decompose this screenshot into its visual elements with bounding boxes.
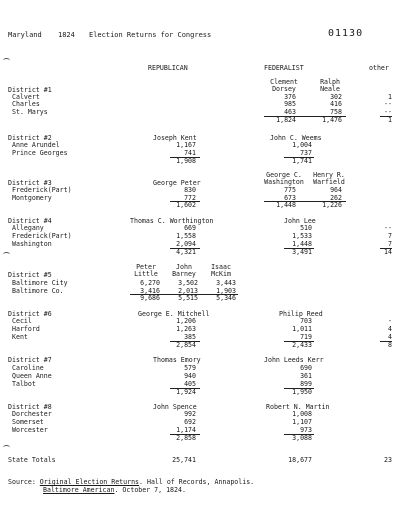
d2-county: Prince Georges [12, 149, 68, 157]
header-title: Election Returns for Congress [89, 31, 212, 39]
d1-county: Calvert [12, 93, 40, 101]
d2-federalist-candidate: John C. Weems [270, 134, 322, 142]
d7-federalist-candidate: John Leeds Kerr [264, 356, 324, 364]
d6-other-votes: 4 [388, 325, 392, 333]
d1-neale-votes: 416 [330, 100, 342, 108]
d1-county: St. Marys [12, 108, 48, 116]
d1-neale-total: 1,476 [322, 116, 342, 124]
d3-county: Montgomery [12, 194, 52, 202]
punch-mark-middle [3, 252, 10, 257]
d5-county: Baltimore Co. [12, 287, 64, 295]
state-totals-label: State Totals [8, 456, 56, 464]
d3-washington-votes: 775 [284, 186, 296, 194]
d3-republican-candidate: George Peter [153, 179, 201, 187]
d3-republican-votes: 772 [184, 194, 196, 202]
district-8-title: District #8 [8, 403, 52, 411]
d1-county: Charles [12, 100, 40, 108]
d5-candidate-barney-last: Barney [172, 270, 196, 278]
d8-federalist-votes: 1,107 [292, 418, 312, 426]
d4-federalist-votes: 1,533 [292, 232, 312, 240]
d3-washington-votes: 673 [284, 194, 296, 202]
d3-republican-votes: 830 [184, 186, 196, 194]
d1-other-votes: 1 [388, 93, 392, 101]
d6-county: Harford [12, 325, 40, 333]
d8-federalist-total: 3,088 [292, 434, 312, 442]
d8-federalist-candidate: Robert N. Martin [266, 403, 330, 411]
d1-dorsey-votes: 985 [284, 100, 296, 108]
d4-federalist-votes: 1,448 [292, 240, 312, 248]
source-line-1 [8, 479, 254, 486]
d6-republican-votes: 385 [184, 333, 196, 341]
d1-candidate-dorsey-first: Clement [270, 78, 298, 86]
d5-little-votes: 3,416 [140, 287, 160, 295]
d5-candidate-mckim-last: McKim [211, 270, 231, 278]
d3-candidate-washington-last: Washington [264, 178, 304, 186]
d6-other-total: 8 [388, 341, 392, 349]
d8-republican-votes: 992 [184, 410, 196, 418]
d6-county: Kent [12, 333, 28, 341]
punch-mark-top [3, 58, 10, 63]
d5-little-votes: 6,270 [140, 279, 160, 287]
header-state: Maryland [8, 31, 42, 39]
d6-county: Cecil [12, 317, 32, 325]
d4-federalist-total: 3,491 [292, 248, 312, 256]
state-total-republican: 25,741 [172, 456, 196, 464]
source-date: . October 7, 1824. [114, 486, 186, 494]
d8-republican-candidate: John Spence [153, 403, 197, 411]
d4-other-votes: 7 [388, 232, 392, 240]
d6-republican-total: 2,854 [176, 341, 196, 349]
d3-republican-total: 1,602 [176, 201, 196, 209]
d3-candidate-washington-first: George C. [266, 171, 302, 179]
d5-barney-total: 5,515 [178, 294, 198, 302]
d1-candidate-neale-first: Ralph [320, 78, 340, 86]
d2-federalist-total: 1,741 [292, 157, 312, 165]
d6-federalist-total: 2,433 [292, 341, 312, 349]
d6-federalist-votes: 719 [300, 333, 312, 341]
d8-federalist-votes: 973 [300, 426, 312, 434]
d2-federalist-votes: 1,004 [292, 141, 312, 149]
d4-republican-candidate: Thomas C. Worthington [130, 217, 214, 225]
d7-federalist-votes: 361 [300, 372, 312, 380]
d4-county: Washington [12, 240, 52, 248]
district-2-title: District #2 [8, 134, 52, 142]
d4-county: Frederick(Part) [12, 232, 72, 240]
document-number: 01130 [328, 28, 364, 39]
d5-mckim-votes: 1,903 [216, 287, 236, 295]
d2-federalist-votes: 737 [300, 149, 312, 157]
d8-county: Worcester [12, 426, 48, 434]
d1-dorsey-votes: 463 [284, 108, 296, 116]
d1-other-votes: -- [384, 100, 392, 108]
district-5-title: District #5 [8, 271, 52, 279]
d3-candidate-warfield-last: Warfield [313, 178, 345, 186]
district-3-title: District #3 [8, 179, 52, 187]
d5-county: Baltimore City [12, 279, 68, 287]
source-prefix: Source: [8, 478, 36, 486]
d4-republican-votes: 2,094 [176, 240, 196, 248]
d8-republican-votes: 692 [184, 418, 196, 426]
d4-county: Allegany [12, 224, 44, 232]
source-hall-of-records: . Hall of Records, Annapolis. [139, 478, 255, 486]
d4-republican-total: 4,321 [176, 248, 196, 256]
d1-other-total: 1 [388, 116, 392, 124]
d1-candidate-neale-last: Neale [320, 85, 340, 93]
d3-candidate-warfield-first: Henry R. [313, 171, 345, 179]
d8-county: Somerset [12, 418, 44, 426]
d5-little-total: 9,686 [140, 294, 160, 302]
d3-warfield-total: 1,226 [322, 201, 342, 209]
d8-republican-total: 2,858 [176, 434, 196, 442]
d5-barney-votes: 2,013 [178, 287, 198, 295]
d6-other-votes: 4 [388, 333, 392, 341]
d2-republican-total: 1,908 [176, 157, 196, 165]
d1-other-votes: -- [384, 108, 392, 116]
d6-federalist-candidate: Philip Reed [279, 310, 323, 318]
d7-republican-votes: 940 [184, 372, 196, 380]
d7-federalist-votes: 690 [300, 364, 312, 372]
d2-county: Anne Arundel [12, 141, 60, 149]
d4-republican-votes: 669 [184, 224, 196, 232]
d7-republican-votes: 405 [184, 380, 196, 388]
source-line-2 [43, 487, 186, 494]
d2-republican-votes: 741 [184, 149, 196, 157]
d3-warfield-votes: 262 [330, 194, 342, 202]
punch-mark-bottom [3, 445, 10, 450]
state-total-other: 23 [384, 456, 392, 464]
d5-candidate-barney-first: John [176, 263, 192, 271]
d7-republican-candidate: Thomas Emory [153, 356, 201, 364]
d5-mckim-total: 5,346 [216, 294, 236, 302]
d3-washington-total: 1,448 [276, 201, 296, 209]
d5-barney-votes: 3,502 [178, 279, 198, 287]
d5-mckim-votes: 3,443 [216, 279, 236, 287]
d5-candidate-little-first: Peter [136, 263, 156, 271]
d7-federalist-total: 1,950 [292, 388, 312, 396]
d7-federalist-votes: 899 [300, 380, 312, 388]
state-total-federalist: 18,677 [288, 456, 312, 464]
district-4-title: District #4 [8, 217, 52, 225]
d6-republican-candidate: George E. Mitchell [138, 310, 210, 318]
district-1-title: District #1 [8, 86, 52, 94]
d3-warfield-votes: 964 [330, 186, 342, 194]
d8-federalist-votes: 1,008 [292, 410, 312, 418]
d2-republican-candidate: Joseph Kent [153, 134, 197, 142]
d4-federalist-candidate: John Lee [284, 217, 316, 225]
d1-neale-votes: 302 [330, 93, 342, 101]
d4-other-votes: -- [384, 224, 392, 232]
d6-federalist-votes: 1,011 [292, 325, 312, 333]
source-baltimore-american: Baltimore American [43, 486, 115, 494]
d5-candidate-little-last: Little [134, 270, 158, 278]
d4-other-total: 14 [384, 248, 392, 256]
d4-republican-votes: 1,558 [176, 232, 196, 240]
district-7-title: District #7 [8, 356, 52, 364]
source-original-returns: Original Election Returns [39, 478, 140, 486]
d1-dorsey-votes: 376 [284, 93, 296, 101]
d7-county: Caroline [12, 364, 44, 372]
d2-republican-votes: 1,167 [176, 141, 196, 149]
d7-republican-total: 1,924 [176, 388, 196, 396]
column-header-republican: REPUBLICAN [148, 64, 188, 72]
d1-dorsey-total: 1,824 [276, 116, 296, 124]
header-year: 1824 [58, 31, 75, 39]
column-header-federalist: FEDERALIST [264, 64, 304, 72]
d8-republican-votes: 1,174 [176, 426, 196, 434]
d1-neale-votes: 758 [330, 108, 342, 116]
d5-candidate-mckim-first: Isaac [211, 263, 231, 271]
d6-federalist-votes: 703 [300, 317, 312, 325]
district-6-title: District #6 [8, 310, 52, 318]
d4-other-votes: 7 [388, 240, 392, 248]
d7-county: Talbot [12, 380, 36, 388]
d7-republican-votes: 579 [184, 364, 196, 372]
d7-county: Queen Anne [12, 372, 52, 380]
d3-county: Frederick(Part) [12, 186, 72, 194]
d6-republican-votes: 1,263 [176, 325, 196, 333]
d6-other-votes: - [388, 317, 392, 325]
d6-republican-votes: 1,206 [176, 317, 196, 325]
d4-federalist-votes: 510 [300, 224, 312, 232]
column-header-other: other [369, 64, 389, 72]
d8-county: Dorchester [12, 410, 52, 418]
d1-candidate-dorsey-last: Dorsey [272, 85, 296, 93]
